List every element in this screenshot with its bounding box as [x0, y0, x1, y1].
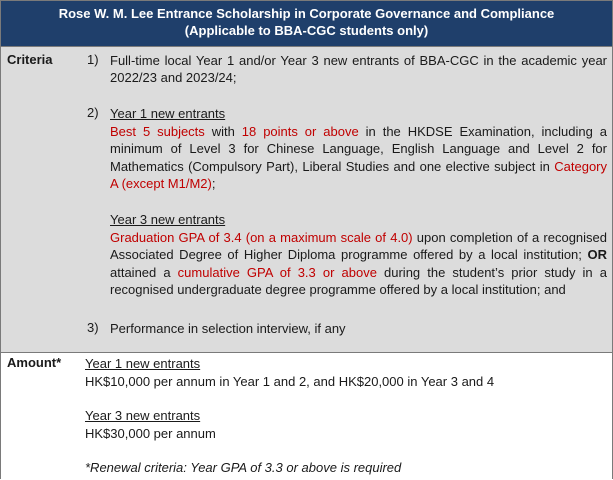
- y3-text-1: upon completion of a recognised Associated Degree of Higher Diploma programme offered by a local institution;: [110, 230, 608, 263]
- amount-row: [1, 353, 612, 480]
- cumulative-gpa: cumulative GPA of 3.3 or above: [177, 264, 377, 280]
- table-header: [1, 1, 612, 46]
- header-title: Rose W. M. Lee Entrance Scholarship in Corporate Governance and Compliance: [58, 6, 555, 21]
- best-5-subjects: Best 5 subjects: [110, 124, 205, 139]
- header-subtitle: (Applicable to BBA-CGC students only): [184, 23, 429, 38]
- criteria-item-1-number: 1): [87, 52, 99, 67]
- y1-text-1: with: [204, 124, 242, 139]
- criteria-item-2-year3-heading: [110, 211, 607, 228]
- criteria-label: Criteria: [7, 52, 53, 67]
- amount-year3-heading: [85, 407, 605, 424]
- criteria-item-1-text: Full-time local Year 1 and/or Year 3 new entrants of BBA-CGC in the academic year 2022/23 and 2023/24;: [110, 53, 607, 86]
- amount-year3-text: HK$30,000 per annum: [85, 426, 216, 441]
- y3-text-3: during the student’s prior study in a recognised undergraduate degree programme offered by a local institution; and: [110, 264, 607, 297]
- points-requirement: 18 points or above: [241, 124, 359, 139]
- criteria-item-2-year1-heading: [110, 105, 607, 122]
- criteria-item-2-number: 2): [87, 105, 99, 120]
- criteria-item-2-year1-text: [110, 123, 607, 192]
- criteria-row: [1, 46, 612, 353]
- or-keyword: OR: [587, 247, 607, 263]
- criteria-item-2-year3-text: [110, 229, 607, 298]
- amount-y1-heading-text: Year 1 new entrants: [85, 356, 201, 371]
- year3-heading: Year 3 new entrants: [110, 212, 226, 227]
- amount-year1-text: HK$10,000 per annum in Year 1 and 2, and HK$20,000 in Year 3 and 4: [85, 374, 495, 389]
- criteria-item-3-text: Performance in selection interview, if any: [110, 321, 346, 336]
- year1-heading: Year 1 new entrants: [110, 106, 226, 121]
- y3-text-2: attained a: [110, 264, 178, 280]
- renewal-note: *Renewal criteria: Year GPA of 3.3 or above is required: [85, 460, 402, 475]
- y1-text-2: in the HKDSE Examination, including a minimum of Level 3 for Chinese Language, English Language and Level 2 for Mathematics (Compulsory Part), Liberal Studies and one elective subject in: [110, 124, 608, 174]
- category-a: Category A (except M1/M2): [110, 158, 607, 191]
- amount-label: Amount*: [7, 355, 62, 370]
- criteria-item-3-number: 3): [87, 320, 99, 335]
- graduation-gpa: Graduation GPA of 3.4 (on a maximum scale of 4.0): [110, 230, 413, 245]
- y1-text-3: ;: [211, 175, 216, 191]
- amount-y3-heading-text: Year 3 new entrants: [85, 408, 201, 423]
- amount-year1-heading: [85, 355, 605, 372]
